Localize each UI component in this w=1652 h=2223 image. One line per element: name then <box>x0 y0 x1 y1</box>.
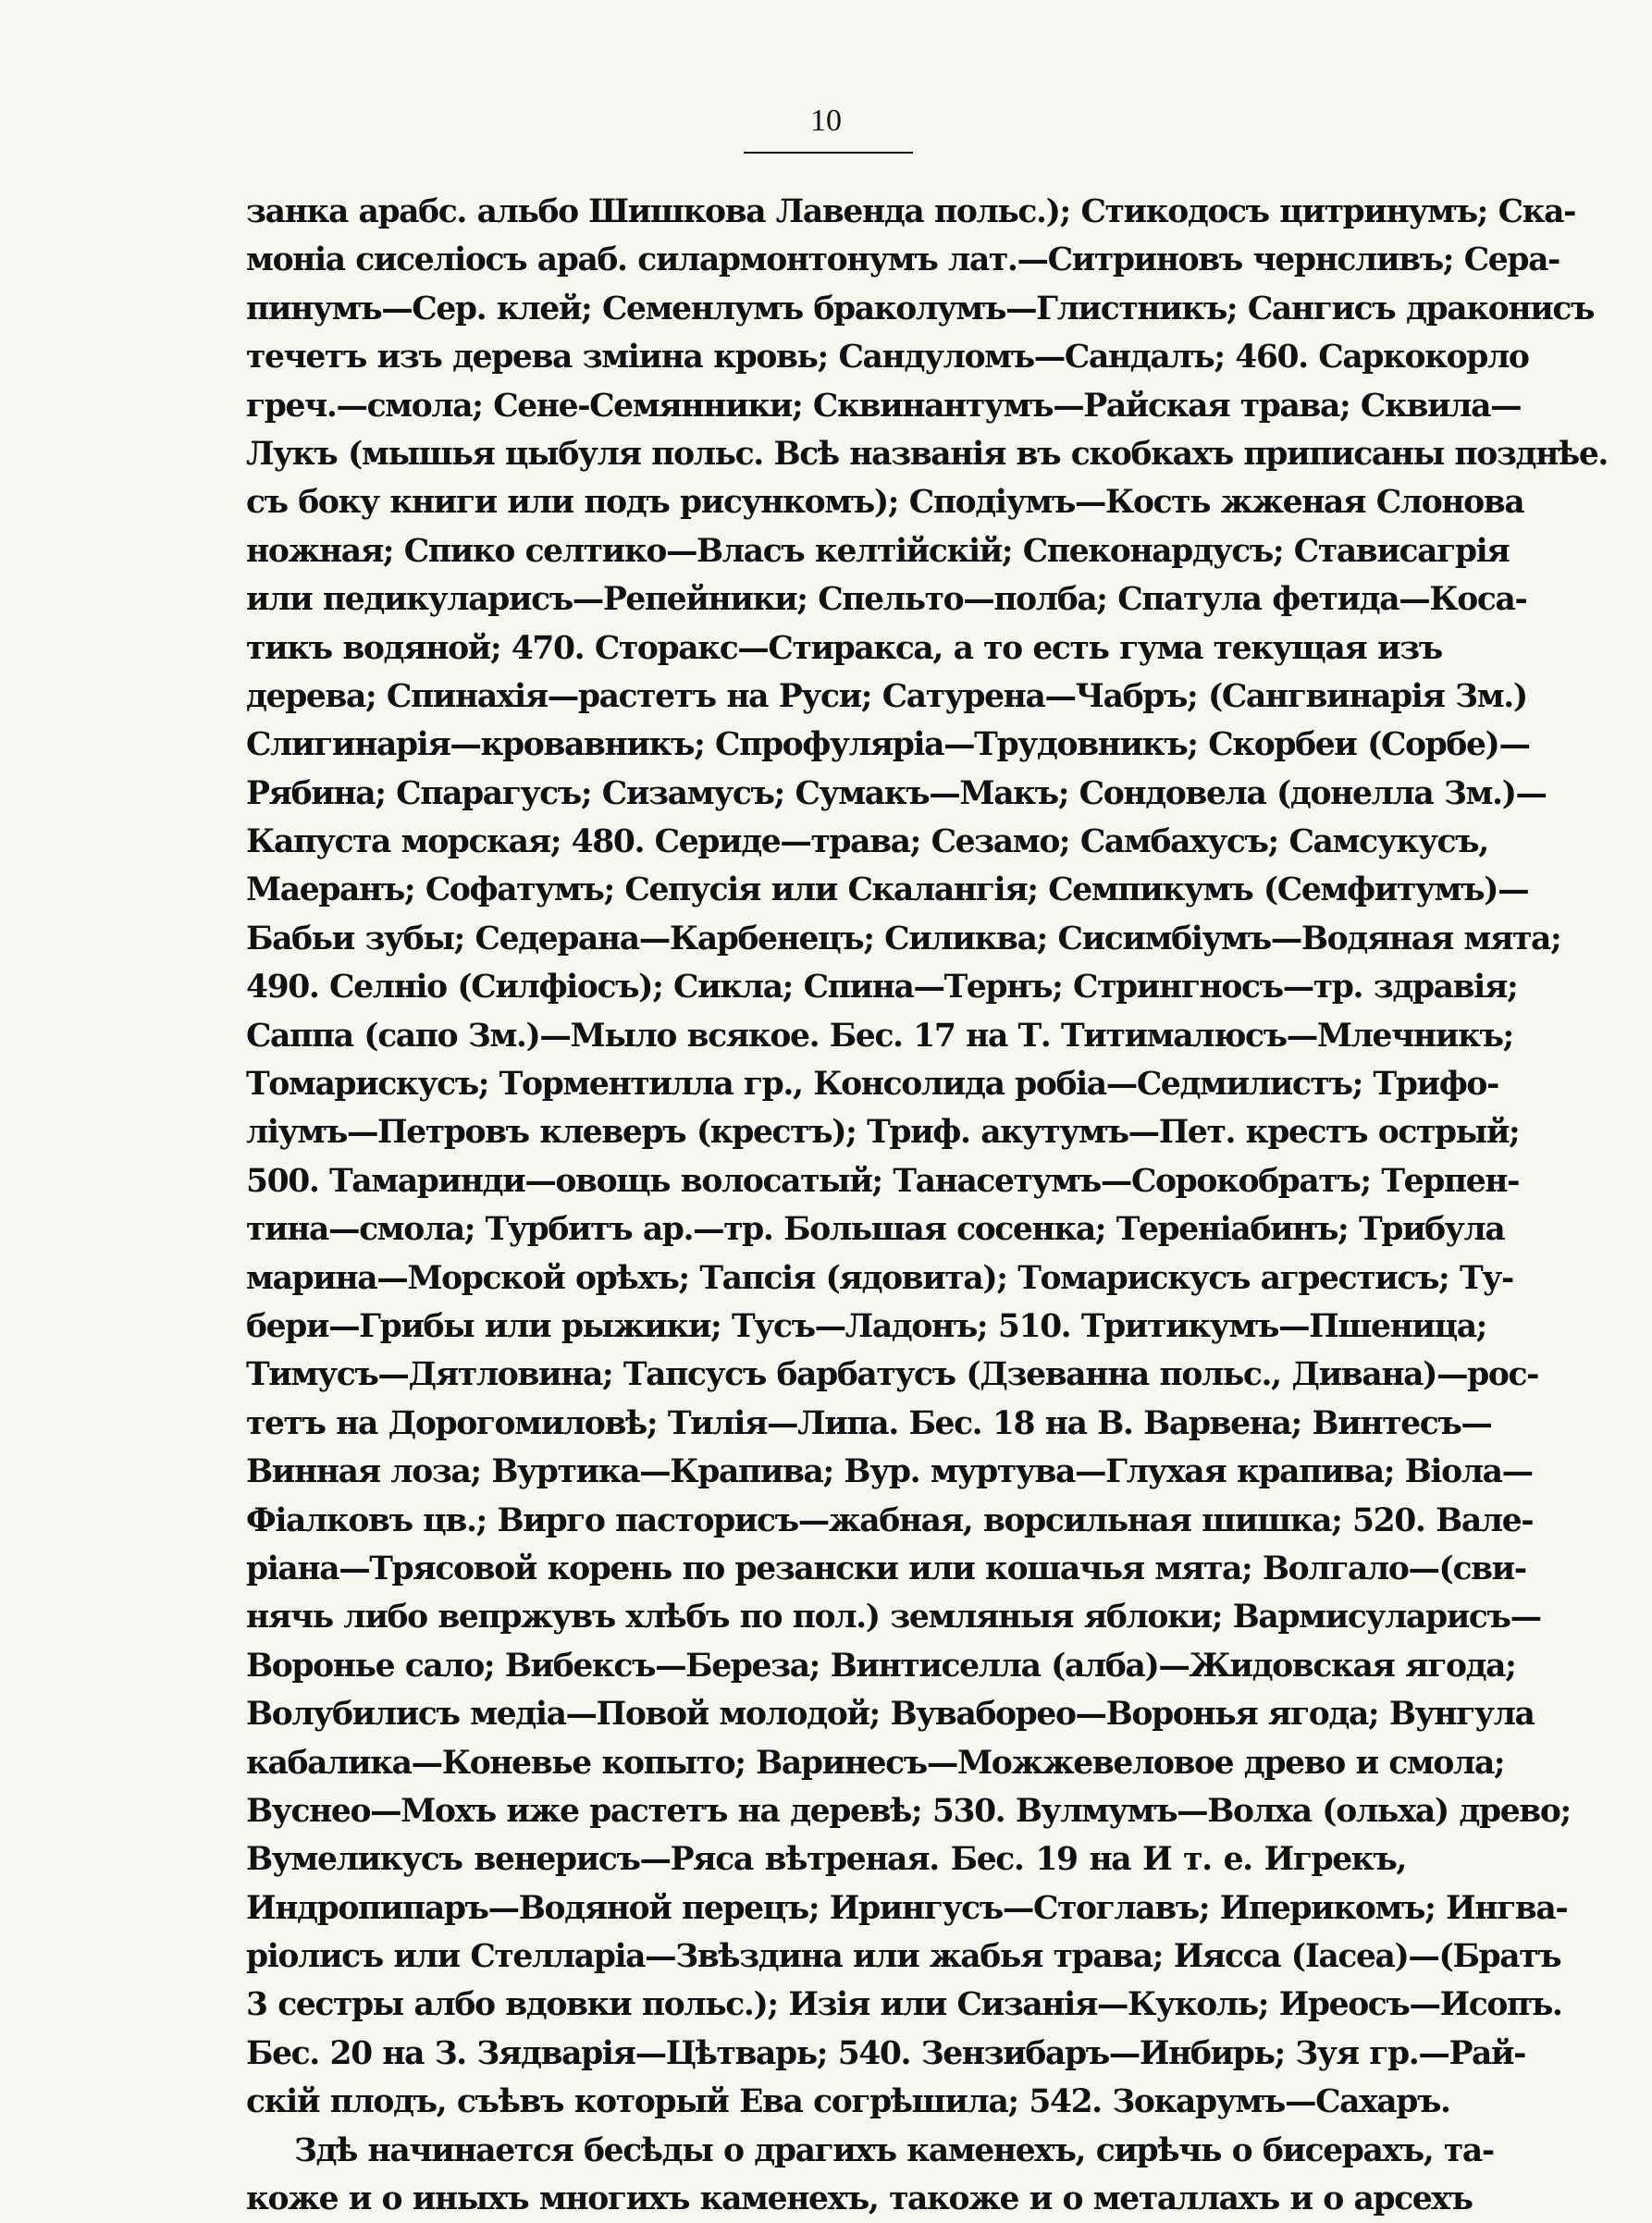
text-line: Рябина; Спарагусъ; Сизамусъ; Сумакъ—Макъ; Сондовела (донелла Зм.)— <box>246 774 1547 812</box>
text-line: тикъ водяной; 470. Сторакс—Стиракса, а то есть гума текущая изъ <box>246 629 1442 667</box>
text-line: ріолисъ или Стелларіа—Звѣздина или жабья трава; Иясса (Іасеа)—(Братъ <box>246 1938 1561 1976</box>
text-line: или педикуларисъ—Репейники; Спельто—полба; Спатула фетида—Коса- <box>246 581 1527 619</box>
text-line: Бес. 20 на З. Зядварія—Цѣтварь; 540. Зензибаръ—Инбирь; Зуя гр.—Рай- <box>246 2034 1526 2072</box>
text-line: нячь либо вепржувъ хлѣбъ по пол.) земляныя яблоки; Вармисуларисъ— <box>246 1599 1541 1636</box>
text-line: Слигинарія—кровавникъ; Спрофуляріа—Трудовникъ; Скорбеи (Сорбе)— <box>246 726 1530 764</box>
text-line: ріана—Трясовой корень по резански или кошачья мята; Волгало—(сви- <box>246 1550 1526 1587</box>
text-line: дерева; Спинахія—растетъ на Руси; Сатурена—Чабръ; (Сангвинарія Зм.) <box>246 677 1527 715</box>
text-line: съ боку книги или подъ рисункомъ); Сподіумъ—Кость жженая Слонова <box>246 484 1524 522</box>
text-line: пинумъ—Сер. клей; Семенлумъ браколумъ—Глистникъ; Сангисъ драконисъ <box>246 290 1595 327</box>
text-line: греч.—смола; Сене-Семянники; Сквинантумъ—Райская трава; Сквила— <box>246 387 1522 425</box>
text-line: Волубилисъ медіа—Повой молодой; Вуваборео—Воронья ягода; Вунгула <box>246 1696 1535 1734</box>
header-rule <box>744 152 913 154</box>
text-block <box>246 188 1608 2223</box>
text-line: Винная лоза; Вуртика—Крапива; Вур. муртува—Глухая крапива; Віола— <box>246 1453 1533 1491</box>
text-line: тетъ на Дорогомиловѣ; Тилія—Липа. Бес. 18 на В. Варвена; Винтесъ— <box>246 1404 1492 1442</box>
text-line: бери—Грибы или рыжики; Тусъ—Ладонъ; 510. Тритикумъ—Пшеница; <box>246 1307 1487 1345</box>
text-line: моніа сиселіосъ араб. силармонтонумъ лат.—Ситриновъ чернсливъ; Сера- <box>246 241 1560 279</box>
page-number: 10 <box>810 104 842 138</box>
text-line: Саппа (сапо Зм.)—Мыло всякое. Бес. 17 на Т. Титималюсъ—Млечникъ; <box>246 1017 1513 1055</box>
text-line: Воронье сало; Вибексъ—Береза; Винтиселла (алба)—Жидовская ягода; <box>246 1647 1516 1685</box>
text-line: ножная; Спико селтико—Власъ келтійскій; Спеконардусъ; Стависагрія <box>246 532 1510 570</box>
text-line: скій плодъ, съѣвъ который Ева согрѣшила; 542. Зокарумъ—Сахаръ. <box>246 2083 1450 2121</box>
text-line: занка арабс. альбо Шишкова Лавенда польс.); Стикодосъ цитринумъ; Ска- <box>246 193 1576 230</box>
text-line: 490. Селніо (Силфіосъ); Сикла; Спина—Тернъ; Стрингносъ—тр. здравія; <box>246 969 1518 1007</box>
text-line: 3 сестры албо вдовки польс.); Изія или Сизанія—Куколь; Иреосъ—Исопъ. <box>246 1986 1562 2024</box>
text-line: Маеранъ; Софатумъ; Сепусія или Скалангія; Семпикумъ (Семфитумъ)— <box>246 871 1529 909</box>
text-line: Здѣ начинается бесѣды о драгихъ каменехъ, сирѣчь о бисерахъ, та- <box>294 2131 1494 2169</box>
text-line: течетъ изъ дерева зміина кровь; Сандуломъ—Сандалъ; 460. Саркокорло <box>246 339 1529 377</box>
text-line: марина—Морской орѣхъ; Тапсія (ядовита); Томарискусъ агрестисъ; Ту- <box>246 1259 1513 1297</box>
text-line: 500. Тамаринди—овощь волосатый; Танасетумъ—Сорокобратъ; Терпен- <box>246 1162 1520 1200</box>
text-line: коже и о иныхъ многихъ каменехъ, такоже и о металлахъ и о арсехъ <box>246 2180 1473 2218</box>
text-line: ліумъ—Петровъ клеверъ (крестъ); Триф. акутумъ—Пет. крестъ острый; <box>246 1114 1520 1152</box>
text-line: Фіалковъ цв.; Вирго пасторисъ—жабная, ворсильная шишка; 520. Вале- <box>246 1501 1534 1539</box>
text-line: тина—смола; Турбитъ ар.—тр. Большая сосенка; Тереніабинъ; Трибула <box>246 1211 1505 1249</box>
text-line: Капуста морская; 480. Серидe—трава; Сезамо; Самбахусъ; Самсукусъ, <box>246 823 1488 861</box>
text-line: Вумеликусъ венерисъ—Ряса вѣтреная. Бес. 19 на И т. е. Игрекъ, <box>246 1841 1406 1879</box>
text-line: Бабьи зубы; Седерана—Карбенецъ; Силиква; Сисимбіумъ—Водяная мята; <box>246 920 1561 957</box>
text-line: Томарискусъ; Торментилла гр., Консолида робіа—Седмилистъ; Трифо- <box>246 1066 1498 1104</box>
text-line: Вуснео—Мохъ иже растетъ на деревѣ; 530. Вулмумъ—Волха (ольха) древо; <box>246 1792 1571 1830</box>
text-line: Тимусъ—Дятловина; Тапсусъ барбатусъ (Дзеванна польс., Дивана)—рос- <box>246 1356 1539 1394</box>
text-line: Индропипаръ—Водяной перецъ; Ирингусъ—Стоглавъ; Иперикомъ; Ингва- <box>246 1889 1568 1927</box>
text-line: Лукъ (мышья цыбуля польс. Всѣ названія въ скобкахъ приписаны позднѣе. <box>246 435 1608 473</box>
text-line: кабалика—Коневье копыто; Варинесъ—Можжевеловое древо и смола; <box>246 1744 1505 1782</box>
